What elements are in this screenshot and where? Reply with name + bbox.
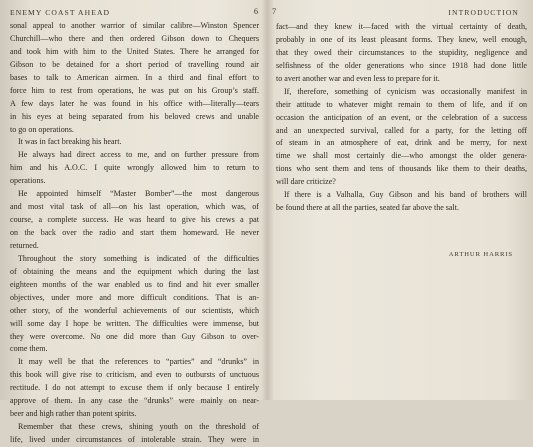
right-page-body — [276, 21, 527, 215]
text-line: that they owed their circumstances to the stupidity, negligence and — [276, 47, 527, 57]
text-line: sonal appeal to another warrior of similar calibre—Winston Spencer — [10, 21, 259, 30]
text-line: returned. — [10, 240, 39, 250]
left-page — [0, 0, 266, 444]
text-line: beer and high rather than potent spirits. — [10, 409, 137, 419]
running-head-left: ENEMY COAST AHEAD — [10, 8, 111, 17]
text-line: eighteen months of the war enabled us to find and hit ever smaller — [10, 279, 259, 289]
text-line: come them. — [10, 344, 48, 354]
text-line: and most vital task of all—on his last operation, which was, of — [10, 202, 259, 212]
text-line: course, a complete success. He was heard to give his crews a pat — [10, 215, 259, 225]
text-line: probably in one of its least pleasant forms. They knew, well enough, — [276, 34, 527, 44]
text-line: It may well be that the references to “parties” and “drunks” in — [18, 357, 259, 367]
text-line: be found there at all the parties, seated far above the salt. — [276, 203, 459, 213]
text-line: bases to talk to American airmen. In a third and final effort to — [10, 72, 259, 82]
page-number-right: 7 — [272, 7, 277, 16]
text-line: objectives, under more and more difficult conditions. That is an- — [10, 292, 259, 302]
text-line: If, therefore, something of cynicism was occasionally manifest in — [284, 86, 527, 96]
text-line: approve of them. In any case the “drunks” were mainly on near- — [10, 396, 259, 406]
text-line: Throughout the story something is indicated of the difficulties — [18, 253, 259, 263]
text-line: tions who sent them and tens of thousands like them to their deaths, — [276, 164, 527, 174]
text-line: of steam in an atmosphere of eat, drink and be merry, for next — [276, 138, 527, 148]
text-line: and took him with him to the United States. There he arranged for — [10, 46, 259, 56]
text-line: their attitude to whatever might remain to them of life, and if on — [276, 99, 527, 109]
text-line: on the back over the radio and start them homeward. He never — [10, 228, 259, 237]
text-line: this book will give rise to criticism, and even to outbursts of unctuous — [10, 370, 259, 380]
text-line: operations. — [10, 176, 46, 186]
running-head-right: INTRODUCTION — [448, 8, 519, 17]
text-line: time we shall most certainly die—who amongst the older genera- — [276, 151, 527, 161]
text-line: him and his A.O.C. I quite wrongly allowed him to return to — [10, 163, 259, 173]
text-line: If there is a Valhalla, Guy Gibson and his band of brothers will — [284, 190, 527, 200]
text-line: Remember that these crews, shining youth on the threshold of — [18, 422, 259, 432]
text-line: rectitude. I do not attempt to excuse them if only because I entirely — [10, 383, 259, 393]
text-line: will some day I hope be written. The difficulties were immense, but — [10, 318, 259, 328]
text-line: and an unexpected survival, called for a party, for the letting off — [276, 125, 527, 135]
text-line: to go on operations. — [10, 124, 74, 134]
text-line: He always had direct access to me, and on further pressure from — [18, 150, 259, 160]
text-line: to avert another war and even less to prepare for it. — [276, 73, 440, 83]
left-page-body — [10, 20, 259, 447]
text-line: fact—and they knew it—faced with the virtual certainty of death, — [276, 22, 527, 31]
text-line: A few days later he was found in his office with—literally—tears — [10, 98, 259, 108]
text-line: force him to rest from operations, he was put on his Group’s staff. — [10, 85, 259, 95]
text-line: they were overcome. No one did more than Guy Gibson to over- — [10, 331, 259, 341]
text-line: occasion the anticipation of an event, or the celebration of a success — [276, 112, 527, 122]
right-page — [268, 0, 533, 400]
author-signature: ARTHUR HARRIS — [448, 251, 513, 258]
text-line: Gibson to be detained for a short period of travelling round air — [10, 59, 259, 69]
text-line: Churchill—who there and then ordered Gibson down to Chequers — [10, 33, 259, 43]
text-line: He appointed himself “Master Bomber”—the most dangerous — [18, 189, 259, 199]
text-line: selfishness of the older generations who since 1918 had done little — [276, 60, 527, 70]
text-line: life, lived under circumstances of intolerable strain. They were in — [10, 435, 259, 444]
page-number-left: 6 — [253, 7, 258, 16]
text-line: in his eyes at being separated from his beloved crews and unable — [10, 111, 259, 121]
text-line: will dare criticize? — [276, 177, 336, 187]
text-line: of obtaining the means and the equipment which during the last — [10, 266, 259, 276]
text-line: other story, of the wonderful achievements of our scientists, which — [10, 305, 259, 315]
text-line: It was in fact breaking his heart. — [18, 137, 122, 147]
